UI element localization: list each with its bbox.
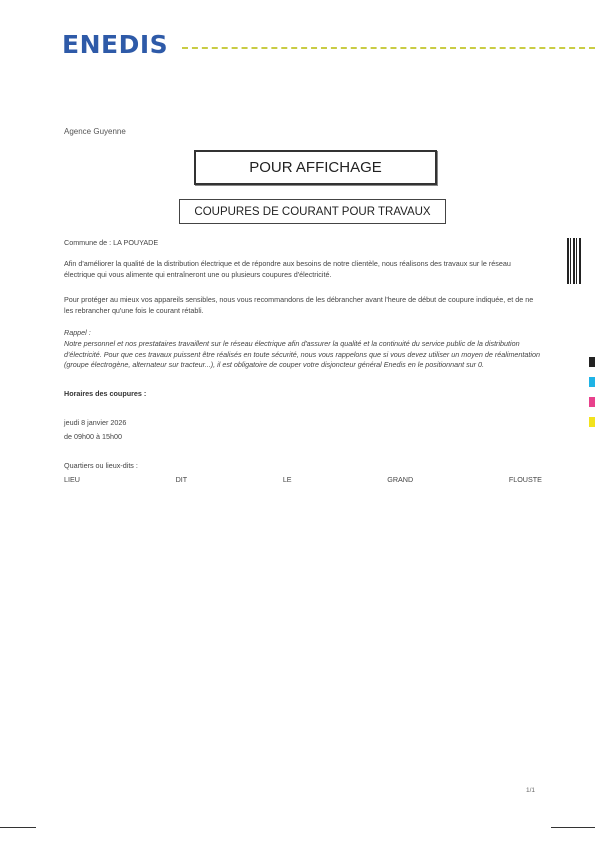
district-item: DIT bbox=[175, 475, 188, 484]
commune-line: Commune de : LA POUYADE bbox=[64, 238, 159, 247]
districts-heading: Quartiers ou lieux-dits : bbox=[64, 461, 138, 470]
district-item: LIEU bbox=[64, 475, 80, 484]
enedis-logo: ENEDIS bbox=[62, 30, 169, 59]
districts-row bbox=[64, 475, 542, 484]
reminder-text: Notre personnel et nos prestataires travaillent sur le réseau électrique afin d'assurer la qualité et la continuité du service public de la distribution d'électricité. Pour que ces travaux puissent être réalisés en toute sécurité, nous vous rappelons que si vous devez utiliser un moyen de réalimentation (groupe électrogène, alternateur sur tracteur...), il est obligatoire de couper votre disjoncteur général Enedis en le positionnant sur 0. bbox=[64, 339, 541, 369]
color-swatch-black bbox=[589, 357, 595, 367]
district-item: GRAND bbox=[387, 475, 414, 484]
notice-title: POUR AFFICHAGE bbox=[249, 159, 382, 176]
reminder-label: Rappel : bbox=[64, 328, 91, 337]
district-item: LE bbox=[282, 475, 292, 484]
header-divider bbox=[182, 47, 595, 49]
color-swatch-magenta bbox=[589, 397, 595, 407]
advice-paragraph: Pour protéger au mieux vos appareils sensibles, nous vous recommandons de les débrancher avant l'heure de début de coupure indiquée, et de ne les rebrancher qu'une fois le courant rétabli. bbox=[64, 295, 534, 315]
notice-subtitle: COUPURES DE COURANT POUR TRAVAUX bbox=[194, 205, 431, 218]
intro-paragraph: Afin d'améliorer la qualité de la distribution électrique et de répondre aux besoins de notre clientèle, nous réalisons des travaux sur le réseau électrique qui vous alimente qui entraîneront une ou plusieurs coupures d'électricité. bbox=[64, 259, 511, 279]
agency-name: Agence Guyenne bbox=[64, 127, 126, 136]
color-swatch-cyan bbox=[589, 377, 595, 387]
qr-code-icon bbox=[567, 238, 582, 284]
outage-date: jeudi 8 janvier 2026 bbox=[64, 418, 127, 427]
color-swatch-yellow bbox=[589, 417, 595, 427]
footer-mark-right bbox=[551, 827, 595, 828]
page-number: 1/1 bbox=[526, 787, 536, 794]
notice-subtitle-box bbox=[179, 199, 446, 224]
outage-time: de 09h00 à 15h00 bbox=[64, 432, 122, 441]
footer-mark-left bbox=[0, 827, 36, 828]
district-item: FLOUSTE bbox=[508, 475, 542, 484]
notice-title-box bbox=[194, 150, 437, 185]
hours-heading: Horaires des coupures : bbox=[64, 389, 147, 398]
